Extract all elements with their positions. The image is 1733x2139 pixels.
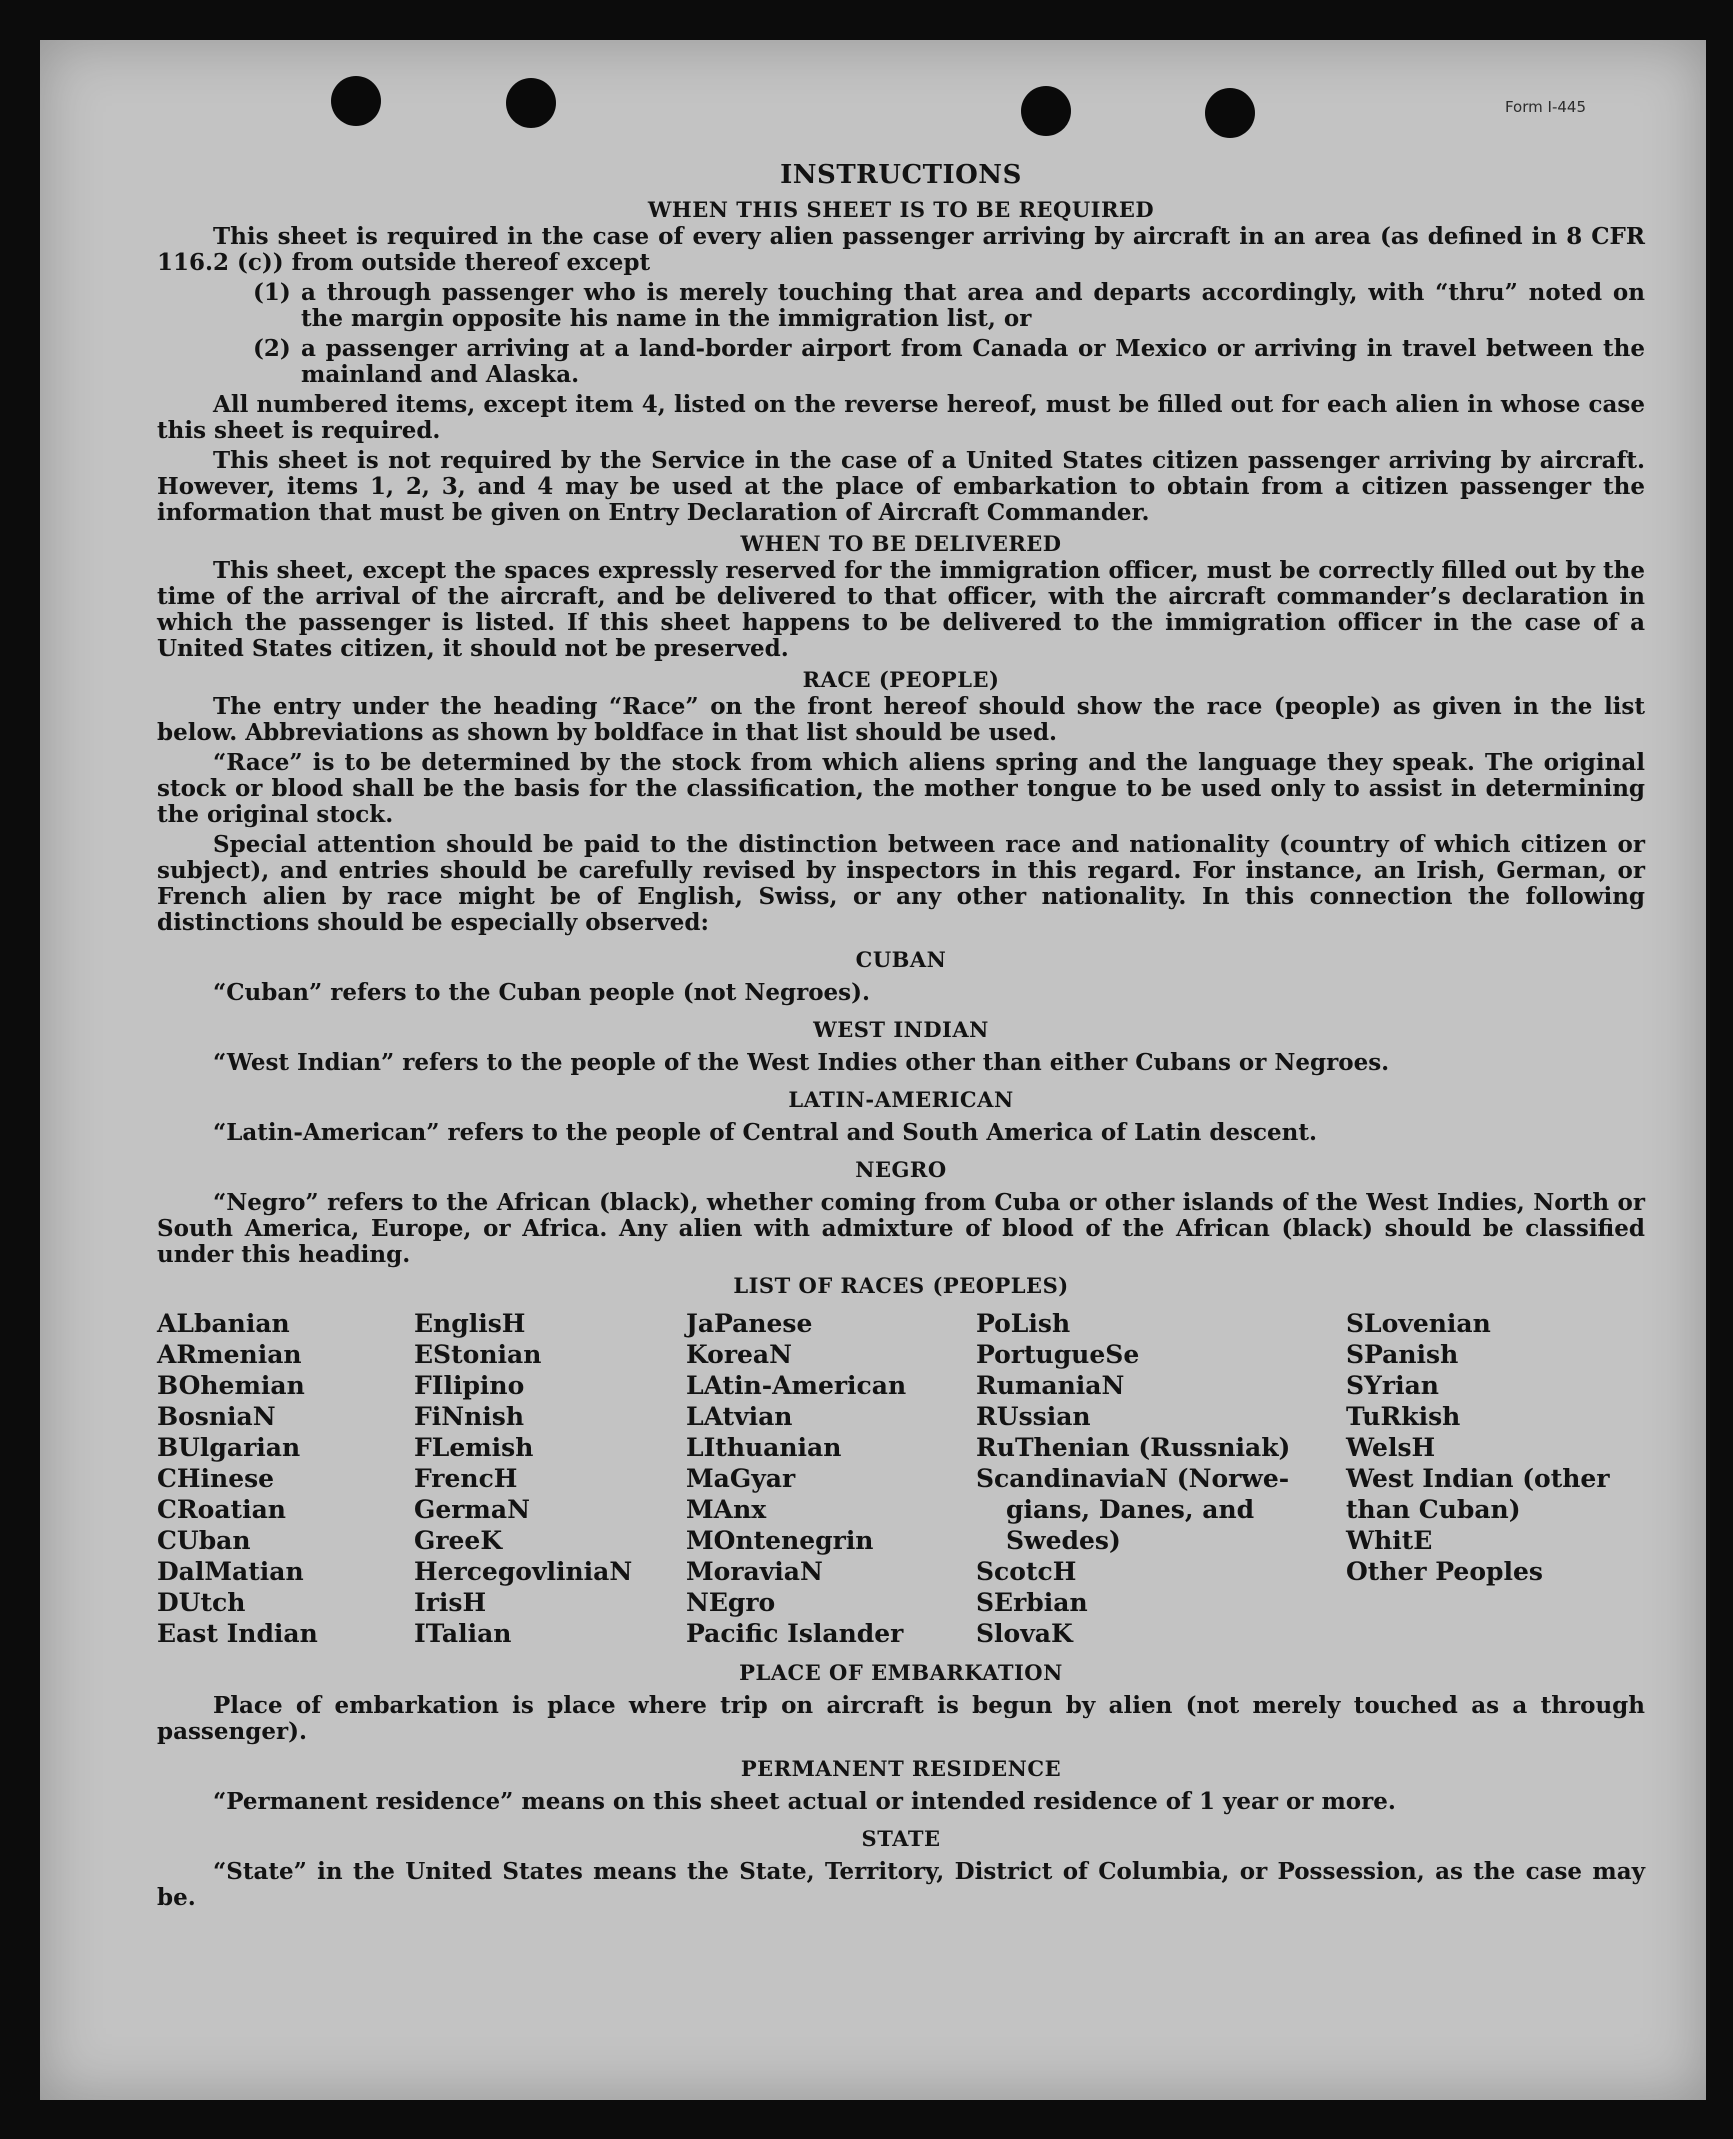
race-entry: MAnx [686,1495,767,1524]
race-entry: TuRkish [1346,1402,1461,1431]
race-entry: LIthuanian [686,1433,842,1462]
race-entry: BosniaN [157,1402,276,1431]
form-number: Form I-445 [1504,98,1586,116]
section-heading: RACE (PEOPLE) [802,667,1000,692]
race-entry: EStonian [414,1340,542,1369]
punch-hole [506,78,556,128]
definition: “West Indian” refers to the people of the West Indies other than either Cubans or Negroes. [213,1049,1390,1076]
race-entry: Pacific Islander [686,1619,904,1648]
race-entry: HercegovliniaN [414,1557,633,1586]
paragraph: Place of embarkation is place where trip on aircraft is begun by alien (not merely touched as a through passenger). [157,1692,1645,1745]
race-entry: FiNnish [414,1402,525,1431]
document-page [40,40,1706,2100]
race-entry: LAtvian [686,1402,793,1431]
paragraph: “Negro” refers to the African (black), whether coming from Cuba or other islands of the West Indies, North or South America, Europe, or Africa. Any alien with admixture of blood of the African (black) should be classified under this heading. [157,1189,1645,1268]
races-column [1346,1308,1645,1649]
list-item [157,280,1645,332]
paragraph: “Race” is to be determined by the stock from which aliens spring and the language they speak. The original stock or blood shall be the basis for the classification, the mother tongue to be used only to assist in determining the original stock. [157,749,1645,828]
race-entry: EnglisH [414,1309,526,1338]
race-entry: ALbanian [157,1309,290,1338]
race-entry: DUtch [157,1588,246,1617]
section-heading: PLACE OF EMBARKATION [739,1660,1063,1685]
race-entry: IrisH [414,1588,487,1617]
races-column [686,1308,976,1649]
race-entry: RUssian [976,1402,1091,1431]
punch-hole [331,76,381,126]
race-entry: SYrian [1346,1371,1439,1400]
paragraph: “Permanent residence” means on this sheet actual or intended residence of 1 year or more. [213,1788,1396,1815]
paragraph: This sheet is not required by the Service in the case of a United States citizen passenger arriving by aircraft. However, items 1, 2, 3, and 4 may be used at the place of embarkation to obtain from a citizen passenger the information that must be given on Entry Declaration of Aircraft Commander. [157,447,1645,526]
race-entry: ITalian [414,1619,512,1648]
section-heading: LATIN-AMERICAN [788,1087,1014,1112]
race-entry: CHinese [157,1464,275,1493]
races-column [414,1308,686,1649]
race-entry: SPanish [1346,1340,1459,1369]
race-entry: WelsH [1346,1433,1436,1462]
race-entry: than Cuban) [1346,1495,1521,1524]
section-heading: PERMANENT RESIDENCE [740,1756,1062,1781]
paragraph: This sheet is required in the case of every alien passenger arriving by aircraft in an area (as defined in 8 CFR 116.2 (c)) from outside thereof except [157,223,1645,276]
list-item [157,336,1645,388]
definition: “Latin-American” refers to the people of Central and South America of Latin descent. [213,1119,1317,1146]
race-entry: MaGyar [686,1464,796,1493]
paragraph: The entry under the heading “Race” on the front hereof should show the race (people) as given in the list below. Abbreviations as shown by boldface in that list should be used. [157,693,1645,746]
page-title: INSTRUCTIONS [780,160,1022,190]
paragraph: This sheet, except the spaces expressly reserved for the immigration officer, must be correctly filled out by the time of the arrival of the aircraft, and be delivered to that officer, with the aircraft commander’s declaration in which the passenger is listed. If this sheet happens to be delivered to the immigration officer in the case of a United States citizen, it should not be preserved. [157,557,1645,662]
item-text: a passenger arriving at a land-border airport from Canada or Mexico or arriving in travel between the mainland and Alaska. [301,335,1645,388]
item-text: a through passenger who is merely touching that area and departs accordingly, with “thru” noted on the margin opposite his name in the immigration list, or [301,279,1645,332]
race-entry: BUlgarian [157,1433,301,1462]
races-column [976,1308,1346,1649]
race-entry: RumaniaN [976,1371,1125,1400]
paragraph: Special attention should be paid to the distinction between race and nationality (country of which citizen or subject), and entries should be carefully revised by inspectors in this regard. For instance, an Irish, German, or French alien by race might be of English, Swiss, or any other nationality. In this connection the following distinctions should be especially observed: [157,831,1645,936]
section-heading: LIST OF RACES (PEOPLES) [733,1273,1069,1298]
race-entry: FrencH [414,1464,518,1493]
race-entry: SLovenian [1346,1309,1491,1338]
race-entry: WhitE [1346,1526,1433,1555]
race-entry: FLemish [414,1433,534,1462]
definition: “Cuban” refers to the Cuban people (not Negroes). [213,979,871,1006]
section-heading: WHEN TO BE DELIVERED [740,531,1062,556]
race-entry: PoLish [976,1309,1071,1338]
race-entry: GermaN [414,1495,530,1524]
race-entry: CUban [157,1526,251,1555]
race-entry: BOhemian [157,1371,305,1400]
section-heading: NEGRO [855,1157,947,1182]
paragraph: “State” in the United States means the State, Territory, District of Columbia, or Possession, as the case may be. [157,1858,1645,1911]
instructions-body [157,158,1645,1915]
race-entry: FIlipino [414,1371,525,1400]
section-heading: WEST INDIAN [813,1017,989,1042]
race-entry: JaPanese [686,1309,813,1338]
race-entry: West Indian (other [1346,1464,1610,1493]
punch-hole [1021,86,1071,136]
section-heading: WHEN THIS SHEET IS TO BE REQUIRED [647,197,1155,222]
race-entry: SErbian [976,1588,1088,1617]
race-entry: CRoatian [157,1495,286,1524]
race-entry: NEgro [686,1588,776,1617]
section-heading: CUBAN [855,947,947,972]
race-entry: East Indian [157,1619,318,1648]
race-entry: SlovaK [976,1619,1073,1648]
races-list [157,1308,1645,1649]
race-entry: PortugueSe [976,1340,1140,1369]
race-entry: ScandinaviaN (Norwe- [976,1464,1290,1493]
race-entry: GreeK [414,1526,503,1555]
race-entry: RuThenian (Russniak) [976,1433,1291,1462]
race-entry: LAtin-American [686,1371,907,1400]
race-entry: ARmenian [157,1340,302,1369]
race-entry: gians, Danes, and [1006,1495,1255,1524]
section-heading: STATE [861,1826,941,1851]
race-entry: MOntenegrin [686,1526,874,1555]
race-entry: ScotcH [976,1557,1077,1586]
item-number: (2) [253,335,291,362]
item-number: (1) [253,279,291,306]
race-entry: Other Peoples [1346,1557,1543,1586]
race-entry: DalMatian [157,1557,304,1586]
race-entry: KoreaN [686,1340,792,1369]
punch-hole [1205,88,1255,138]
race-entry: Swedes) [1006,1526,1121,1555]
races-column [157,1308,414,1649]
paragraph: All numbered items, except item 4, listed on the reverse hereof, must be filled out for each alien in whose case this sheet is required. [157,391,1645,444]
race-entry: MoraviaN [686,1557,823,1586]
